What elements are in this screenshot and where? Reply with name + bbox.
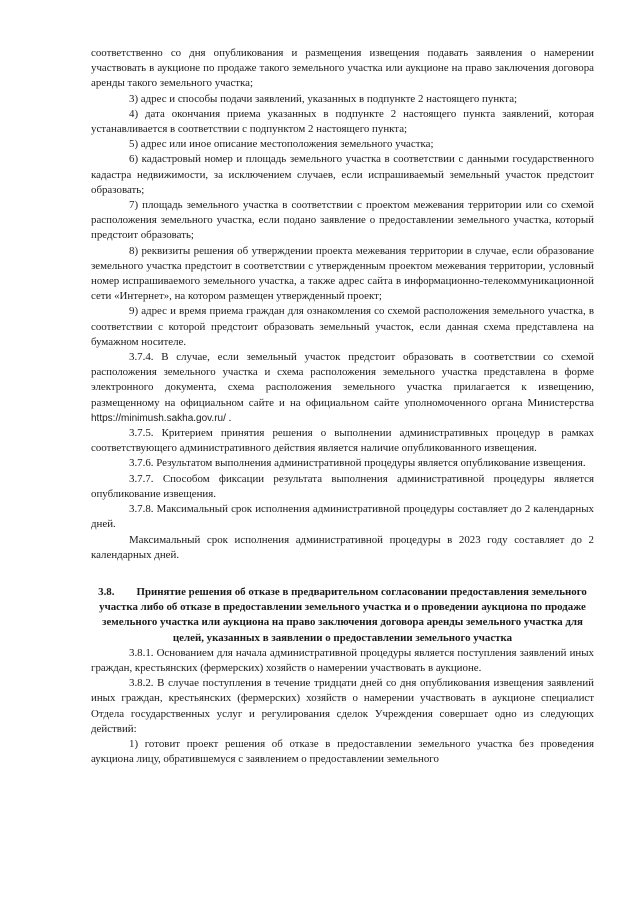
paragraph-3-7-8: 3.7.8. Максимальный срок исполнения административной процедуры составляет до 2 календарных дней. (91, 503, 594, 531)
paragraph-intro: соответственно со дня опубликования и размещения извещения подавать заявления о намерении участвовать в аукционе по продаже такого земельного участка или аукционе на право заключения договора аренды такого земельного участка; (91, 47, 594, 90)
paragraph-3-8-2: 3.8.2. В случае поступления в течение тридцати дней со дня опубликования извещения заявлений иных граждан, крестьянских (фермерских) хозяйств о намерении участвовать в аукционе специалист Отдела государственных услуг и регулирования сделок Учреждения совершает одно из следующих действий: (91, 677, 594, 735)
document-page (91, 46, 594, 767)
section-heading-number: 3.8. (98, 585, 115, 598)
list-item-6: 6) кадастровый номер и площадь земельного участка в соответствии с данными государственного кадастра недвижимости, за исключением случаев, если испрашиваемый земельный участок предстоит образовать; (91, 153, 594, 196)
paragraph-3-7-4-text: 3.7.4. В случае, если земельный участок предстоит образовать в соответствии со схемой расположения земельного участка и схема расположения земельного участка представлена в форме электронного документа, схема расположения земельного участка прилагается к извещению, размещенному на официальном сайте и на официальном сайте уполномоченного органа Министерства (91, 351, 594, 409)
ministry-website-link[interactable]: https://minimush.sakha.gov.ru/ (91, 412, 226, 424)
list-item-8: 8) реквизиты решения об утверждении проекта межевания территории в случае, если образование земельного участка предстоит в соответствии с утвержденным проектом межевания территории, условный номер испрашиваемого земельного участка, а также адрес сайта в информационно-телекоммуникационной сети «Интернет», на котором размещен утвержденный проект; (91, 244, 594, 303)
list-item-3: 3) адрес и способы подачи заявлений, указанных в подпункте 2 настоящего пункта; (129, 92, 518, 105)
paragraph-3-8-1: 3.8.1. Основанием для начала административной процедуры является поступления заявлений иных граждан, крестьянских (фермерских) хозяйств о намерении участвовать в аукционе. (91, 646, 594, 674)
paragraph-3-7-6: 3.7.6. Результатом выполнения административной процедуры является опубликование извещения. (129, 457, 586, 470)
list-item-4: 4) дата окончания приема указанных в подпункте 2 настоящего пункта заявлений, которая устанавливается в соответствии с подпунктом 2 настоящего пункта; (91, 107, 594, 136)
paragraph-3-7-7: 3.7.7. Способом фиксации результата выполнения административной процедуры является опубликование извещения. (91, 472, 594, 500)
section-gap (91, 563, 594, 585)
paragraph-2023-deadline: Максимальный срок исполнения административной процедуры в 2023 году составляет до 2 календарных дней. (91, 533, 594, 561)
paragraph-3-7-4-end: . (225, 411, 232, 424)
paragraph-3-7-4 (91, 350, 594, 426)
section-heading-3-8 (91, 585, 594, 646)
list-item-7: 7) площадь земельного участка в соответствии с проектом межевания территории или со схемой расположения земельного участка, если подано заявление о предоставлении земельного участка, который предстоит образовать; (91, 199, 594, 242)
list-item-9: 9) адрес и время приема граждан для ознакомления со схемой расположения земельного участка, в соответствии с которой предстоит образовать земельный участок, если данная схема представлена на бумажном носителе. (91, 305, 594, 348)
list-item-5: 5) адрес или иное описание местоположения земельного участка; (129, 138, 434, 151)
section-heading-text: Принятие решения об отказе в предварительном согласовании предоставления земельного участка либо об отказе в предоставлении земельного участка и о проведении аукциона по продаже земельного участка или аукциона на право заключения договора аренды земельного участка для целей, указанных в заявлении о предоставлении земельного участка (99, 585, 587, 644)
paragraph-3-7-5: 3.7.5. Критерием принятия решения о выполнении административных процедур в рамках соответствующего административного действия является наличие опубликованного извещения. (91, 427, 594, 455)
list-item-1: 1) готовит проект решения об отказе в предоставлении земельного участка без проведения аукциона лицу, обратившемуся с заявлением о предоставлении земельного (91, 737, 594, 766)
